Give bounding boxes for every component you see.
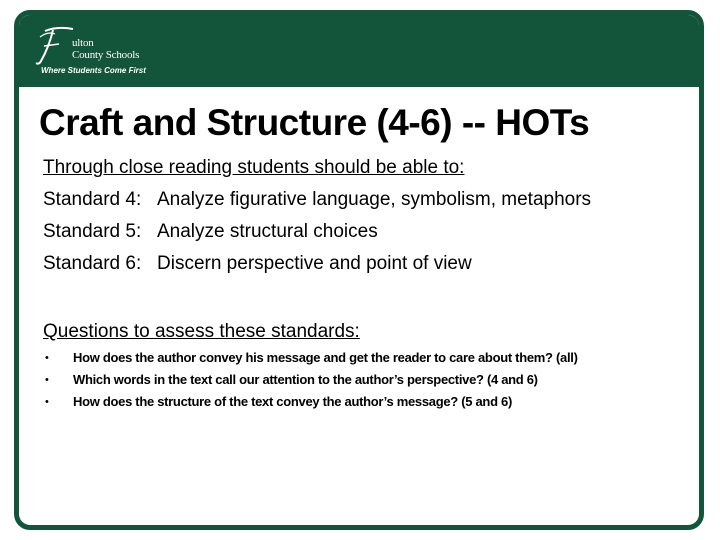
bullet-icon: •	[45, 396, 49, 408]
standards-list	[43, 189, 591, 285]
question-text: Which words in the text call our attention to the author’s perspective? (4 and 6)	[73, 372, 538, 387]
standard-label: Standard 5:	[43, 221, 142, 242]
standard-label: Standard 6:	[43, 253, 142, 274]
question-text: How does the structure of the text convey the author’s message? (5 and 6)	[73, 394, 512, 409]
fulton-f-logo-icon	[35, 25, 75, 67]
standard-item-4	[43, 189, 591, 221]
standard-item-6	[43, 253, 591, 285]
slide-frame	[14, 10, 704, 530]
logo-line-2: County Schools	[72, 49, 140, 61]
header-band	[19, 15, 699, 87]
standard-description: Discern perspective and point of view	[157, 253, 472, 274]
logo-tagline: Where Students Come First	[41, 66, 146, 75]
fulton-county-schools-logo	[35, 25, 165, 81]
bullet-icon: •	[45, 352, 49, 364]
logo-line-1: ulton	[72, 37, 94, 49]
standard-label: Standard 4:	[43, 189, 142, 210]
standard-description: Analyze structural choices	[157, 221, 378, 242]
question-text: How does the author convey his message and get the reader to care about them? (all)	[73, 350, 578, 365]
bullet-icon: •	[45, 374, 49, 386]
standard-description: Analyze figurative language, symbolism, metaphors	[157, 189, 592, 210]
intro-text: Through close reading students should be able to:	[43, 157, 465, 178]
slide-title: Craft and Structure (4-6) -- HOTs	[39, 102, 590, 143]
questions-heading: Questions to assess these standards:	[43, 321, 360, 342]
standard-item-5	[43, 221, 591, 253]
